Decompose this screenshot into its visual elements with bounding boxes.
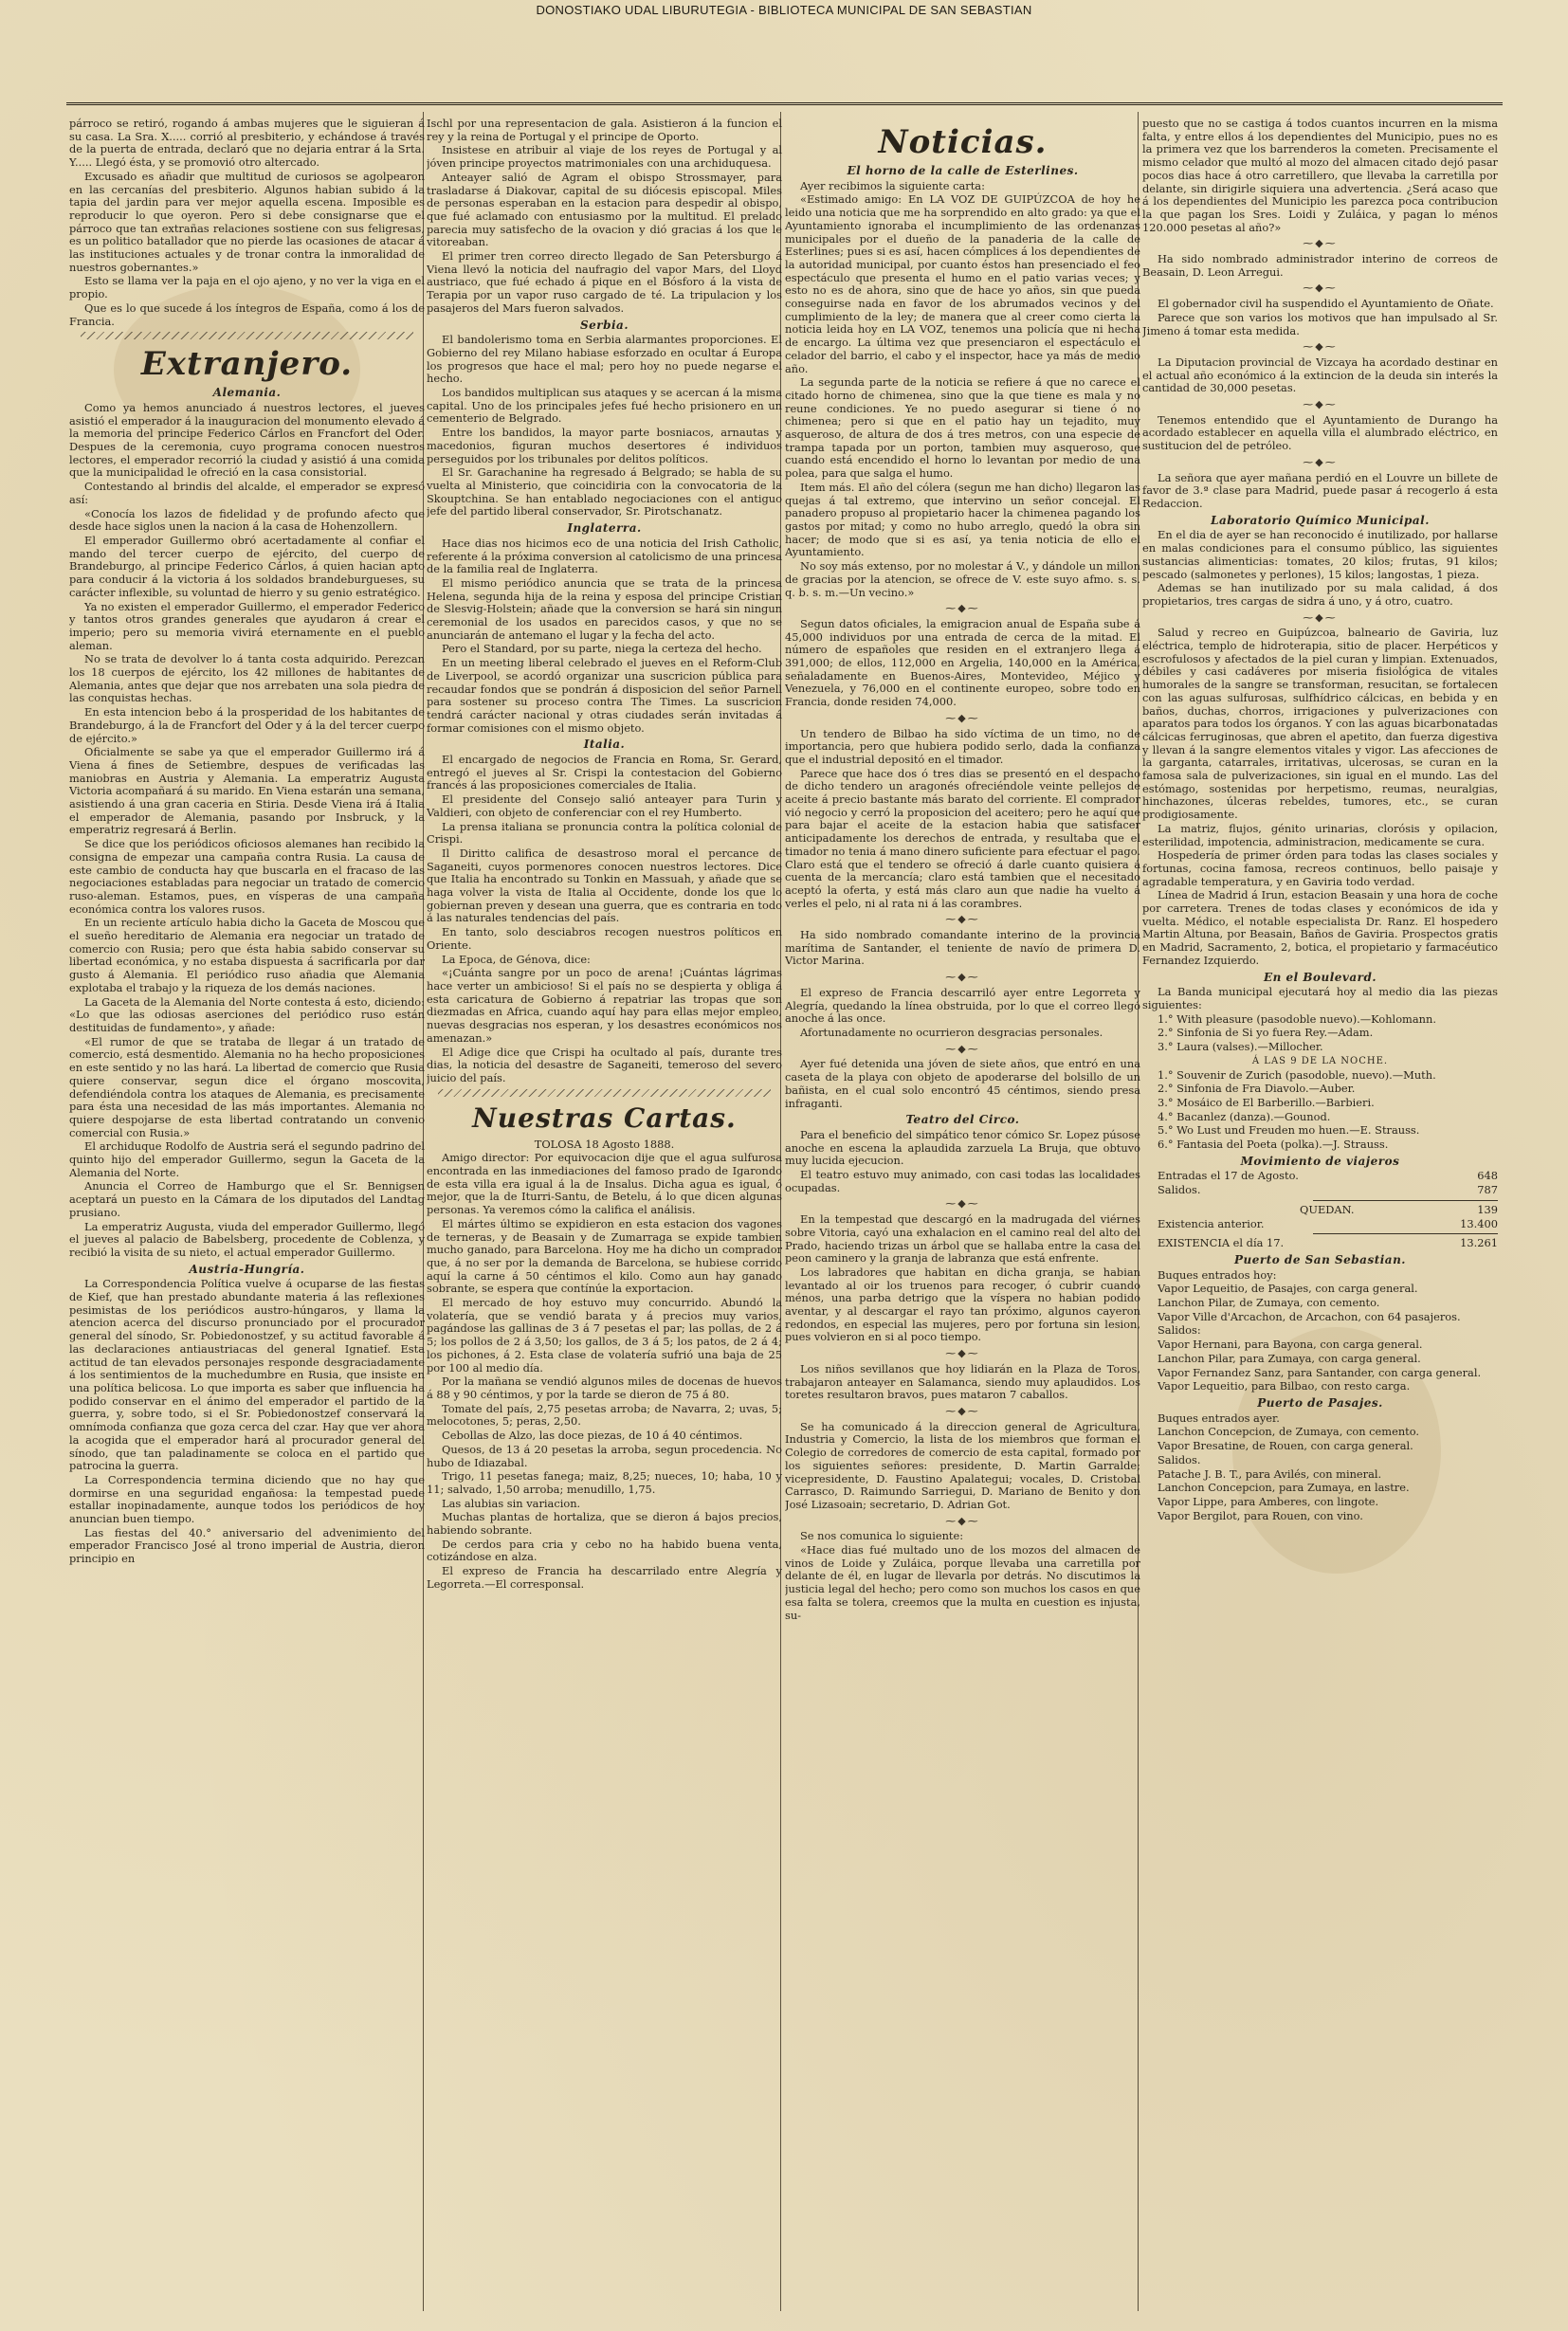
port-item: Salidos: — [1158, 1323, 1201, 1338]
table-row — [1142, 1184, 1498, 1197]
table-row — [1142, 1237, 1498, 1250]
row-value: 648 — [1477, 1169, 1498, 1183]
subhead-puerto-pasajes: Puerto de Pasajes. — [1257, 1395, 1383, 1410]
paragraph: Hospedería de primer órden para todas las clases sociales y fortunas, cocina famosa, recreos continuos, bello paisaje y agradable temperatura, y en Gaviria todo verdad. — [1142, 848, 1498, 888]
paragraph: En un reciente artículo habia dicho la Gaceta de Moscou que el sueño hereditario de Alemania era negociar un tratado de comercio con Rusia; pero que ésta habia sabido conservar su libertad económica, y no estaba dispuesta á sacrificarla por dar gusto á Alemania. El periódico ruso añadia que Alemania explotaba el trabajo y la riqueza de los demás naciones. — [69, 916, 425, 994]
port-item: Vapor Hernani, para Bayona, con carga general. — [1158, 1338, 1423, 1352]
column-2 — [427, 118, 782, 2307]
paragraph: Contestando al brindis del alcalde, el emperador se expresó así: — [69, 480, 425, 506]
program-item: 3.° Laura (valses).—Millocher. — [1158, 1040, 1323, 1054]
row-value: 787 — [1477, 1183, 1498, 1197]
row-label: QUEDAN. — [1300, 1202, 1355, 1216]
paragraph: Para el beneficio del simpático tenor cómico Sr. Lopez púsose anoche en escena la aplaudida zarzuela La Bruja, que obtuvo muy lucida ejecucion. — [785, 1127, 1140, 1168]
sum-rule — [1313, 1200, 1498, 1201]
port-item: Lanchon Concepcion, de Zumaya, con cemento. — [1158, 1425, 1420, 1439]
paragraph: Cebollas de Alzo, las doce piezas, de 10 á 40 céntimos. — [442, 1429, 743, 1443]
paragraph: Pero el Standard, por su parte, niega la certeza del hecho. — [442, 642, 762, 656]
ornament-divider: ⁓◆⁓ — [1303, 282, 1338, 295]
ornament-divider: ⁓◆⁓ — [945, 711, 980, 724]
row-label: Salidos. — [1158, 1183, 1201, 1197]
row-value: 139 — [1477, 1202, 1498, 1216]
paragraph: La Epoca, de Génova, dice: — [442, 952, 591, 966]
paragraph: La segunda parte de la noticia se refiere á que no carece el citado horno de chimenea, sino que la que tiene es mala y no reune condiciones. Ye no puedo asegurar si tiene ó no chimenea; pero si que en el patio hay un tejadito, muy asqueroso, de altura de dos á tres metros, con una especie de trampa tapada por un porton, tambien muy asqueroso, que cuando está encendido el horno lo levantan por medio de una polea, para que salga el humo. — [785, 375, 1140, 481]
wavy-divider — [438, 1089, 771, 1097]
ornament-divider: ⁓◆⁓ — [1303, 610, 1338, 624]
port-item: Vapor Bresatine, de Rouen, con carga general. — [1158, 1439, 1413, 1453]
top-rule — [66, 102, 1503, 105]
paragraph: Item más. El año del cólera (segun me han dicho) llegaron las quejas á tal extremo, que intervino un señor concejal. El panadero propuso al propietario hacer la chimenea pagando los gastos por mitad; y como no hubo arreglo, quedó la obra sin hacer; de modo que si es así, ya tenia noticia de ello el Ayuntamiento. — [785, 480, 1140, 559]
paragraph: Esto se llama ver la paja en el ojo ajeno, y no ver la viga en el propio. — [69, 274, 425, 301]
section-title-extranjero: Extranjero. — [140, 345, 354, 384]
table-row — [1142, 1204, 1498, 1217]
paragraph: En el dia de ayer se han reconocido é inutilizado, por hallarse en malas condiciones para el consumo público, las siguientes sustancias alimenticias: tomates, 20 kilos; frutas, 91 kilos; pescado (salmonetes y perlones), 15 kilos; langostas, 1 pieza. — [1142, 528, 1498, 581]
paragraph: El mártes último se expidieron en esta estacion dos vagones de terneras, y de Beasain y de Zumarraga se expide tambien mucho ganado, para Barcelona. Hoy me ha dicho un comprador que, á no ser por la demanda de Barcelona, se hubiese corrido aquí la carne á 50 céntimos el kilo. Como aun hay ganado sobrante, se espera que contínúe la exportacion. — [427, 1216, 782, 1296]
port-item: Vapor Lequeitio, para Bilbao, con resto carga. — [1158, 1379, 1411, 1393]
austria-body — [69, 1278, 425, 1565]
paragraph: La emperatriz Augusta, viuda del emperador Guillermo, llegó el jueves al palacio de Babelsberg, procedente de Coblenza, y recibió la visita de su nieto, el actual emperador Guillermo. — [69, 1219, 425, 1259]
ornament-divider: ⁓◆⁓ — [945, 1197, 980, 1211]
column-3 — [785, 118, 1140, 2307]
port-item: Buques entrados ayer. — [1158, 1411, 1280, 1425]
ornament-divider: ⁓◆⁓ — [1303, 340, 1338, 354]
ornament-divider: ⁓◆⁓ — [945, 913, 980, 926]
paragraph: Anteayer salió de Agram el obispo Strossmayer, para trasladarse á Diakovar, capital de su diócesis episcopal. Miles de personas esperaban en la estacion para despedir al obispo, que fué aclamado con entusiasmo por la multitud. El prelado parecia muy satisfecho de la ovacion y dió gracias á los que le vitoreaban. — [427, 170, 782, 249]
paragraph: El mismo periódico anuncia que se trata de la princesa Helena, segunda hija de la reina y esposa del principe Cristian de Slesvig-Holstein; añade que la conversion se hará sin ningun ceremonial de los usados en parecidos casos, y que no se anunciarán de antemano el lugar y la fecha del acto. — [427, 575, 782, 642]
program-item: 2.° Sinfonia de Fra Diavolo.—Auber. — [1158, 1082, 1356, 1096]
port-item: Vapor Lippe, para Amberes, con lingote. — [1158, 1494, 1379, 1508]
paragraph: Ischl por una representacion de gala. Asistieron á la funcion el rey y la reina de Portugal y el principe de Oporto. — [427, 118, 782, 143]
subhead-viajeros: Movimiento de viajeros — [1240, 1154, 1400, 1168]
paragraph: Ayer fué detenida una jóven de siete años, que entró en una caseta de la playa con objeto de apoderarse del bolsillo de un bañista, en el cual solo encontró 45 céntimos, siendo presa infraganti. — [785, 1057, 1140, 1110]
viajeros-table — [1142, 1170, 1498, 1250]
paragraph: «Estimado amigo: En LA VOZ DE GUIPÚZCOA de hoy he leido una noticia que me ha sorprendido en alto grado: ya que el Ayuntamiento ignoraba el incumplimiento de las ordenanzas municipales por el dueño de la panaderia de la calle de Esterlines; pues si es así, hacen cómplices á los dependientes de la autoridad municipal, por cuanto éstos han presenciado el feo espectáculo que presenta el humo en el patio varias veces; y esto no es de ahora, sino que de hace yo años, sin que pueda conseguirse nada en favor de los abrumados vecinos y del cumplimiento de la ley; de manera que al creer como cierta la noticia leida hoy en LA VOZ, tenemos una policía que ni hecha de encargo. La última vez que presenciaron el espectáculo el celador del barrio, el cabo y el inspector, hace ya más de medio año. — [785, 192, 1140, 375]
paragraph: La Diputacion provincial de Vizcaya ha acordado destinar en el actual año económico á la extincion de la deuda sin interés la cantidad de 30,000 pesetas. — [1142, 355, 1498, 395]
paragraph: Un tendero de Bilbao ha sido víctima de un timo, no de importancia, pero que hubiera podido serlo, dada la confianza que el industrial depositó en el timador. — [785, 726, 1140, 766]
paragraph: Anuncia el Correo de Hamburgo que el Sr. Bennigsen aceptará un puesto en la Cámara de los diputados del Landtag prusiano. — [69, 1179, 425, 1219]
port-item: Patache J. B. T., para Avilés, con mineral. — [1158, 1466, 1382, 1481]
wavy-divider — [81, 332, 413, 339]
paragraph: Trigo, 11 pesetas fanega; maiz, 8,25; nueces, 10; haba, 10 y 11; salvado, 1,50 arroba; menudillo, 1,75. — [427, 1469, 782, 1496]
paragraph: En esta intencion bebo á la prosperidad de los habitantes de Brandeburgo, á la de Francfort del Oder y á la del tercer cuerpo de ejército.» — [69, 705, 425, 745]
paragraph: Segun datos oficiales, la emigracion anual de España sube á 45,000 individuos por una entrada de cerca de la mitad. El número de españoles que residen en el extranjero llega á 391,000; de ellos, 112,000 en Argelia, 140,000 en la América, señaladamente en Buenos-Aires, Montevideo, Méjico y Venezuela, y 76,000 en el continente europeo, sobre todo en Francia, donde residen 74,000. — [785, 616, 1140, 709]
table-row — [1142, 1218, 1498, 1231]
subhead-inglaterra: Inglaterra. — [567, 521, 642, 536]
paragraph: Oficialmente se sabe ya que el emperador Guillermo irá á Viena á fines de Setiembre, despues de verificadas las maniobras en Austria y Alemania. La emperatriz Augusta Victoria acompañará á su marido. En Viena estarán una semana, asistiendo á una gran caceria en Stiria. Desde Viena irá á Italia el emperador de Alemania, pasando por Insbruck, y la emperatriz regresará á Berlin. — [69, 745, 425, 837]
paragraph: Salud y recreo en Guipúzcoa, balneario de Gaviria, luz eléctrica, templo de hidroterapia, sitio de placer. Herpéticos y escrofulosos y afectados de la piel curan y limpian. Extenuados, débiles y casi cadáveres por miseria fisiológica de vitales humorales de la sangre se transforman, resucitan, se fortalecen con las aguas sulfurosas, sulfhídrico cálcicas, en bebida y en baños, duchas, chorros, irrigaciones y pulverizaciones con aparatos para todos los órganos. Y con las aguas bicarbonatadas cálcicas ferruginosas, que abren el apetito, dan fuerza digestiva y llevan á la sangre elementos vitales y vigor. Las afecciones de la garganta, catarrales, irritativas, ulcerosas, se curan en la famosa sala de pulverizaciones, sin igual en el mundo. Las del estómago, sostenidas por herpetismo, reumas, neuralgias, hinchazones, úlceras rebeldes, tumores, etc., se curan prodigiosamente. — [1142, 626, 1498, 822]
row-label: EXISTENCIA el día 17. — [1158, 1236, 1285, 1250]
paragraph: Ha sido nombrado comandante interino de la provincia marítima de Santander, el teniente de navío de primera D. Victor Marina. — [785, 928, 1140, 968]
paragraph: Línea de Madrid á Irun, estacion Beasain y una hora de coche por carretera. Trenes de todas clases y económicos de ida y vuelta. Médico, el notable especialista Dr. Ranz. El hospedero Martin Altuna, por Beasain, Baños de Gaviria. Prospectos gratis en Madrid, Sacramento, 2, botica, el propietario y farmacéutico Fernandez Izquierdo. — [1142, 888, 1498, 967]
paragraph: Se dice que los periódicos oficiosos alemanes han recibido la consigna de empezar una campaña contra Rusia. La causa de este cambio de conducta hay que buscarla en el fracaso de las negociaciones establadas para negociar un tratado de comercio ruso-aleman. Estamos, pues, en vísperas de una campaña económica contra los valores rusos. — [69, 837, 425, 916]
paragraph: Ayer recibimos la siguiente carta: — [800, 178, 985, 192]
paragraph: En tanto, solo desciabros recogen nuestros políticos en Oriente. — [427, 925, 782, 952]
paragraph: En la tempestad que descargó en la madrugada del viérnes sobre Vitoria, cayó una exhalacion en el camino real del alto del Prado, haciendo trizas un árbol que se hallaba entre la casa del peon caminero y la granja de labranza que está enfrente. — [785, 1212, 1140, 1266]
paragraph: El emperador Guillermo obró acertadamente al confiar el mando del tercer cuerpo de ejército, del cuerpo de Brandeburgo, al principe Federico Cárlos, á quien hacian apto para conducir á la victoria á los soldados brandeburgueses, su carácter inflexible, su voluntad de hierro y su genio estratégico. — [69, 533, 425, 599]
row-value: 13.261 — [1460, 1236, 1498, 1250]
paragraph: El gobernador civil ha suspendido el Ayuntamiento de Oñate. — [1158, 297, 1494, 311]
paragraph: La Correspondencia termina diciendo que no hay que dormirse en una seguridad engañosa: la tempestad puede estallar inopinadamente, aunque todos los periódicos de hoy anuncian buen tiempo. — [69, 1472, 425, 1526]
paragraph: Excusado es añadir que multitud de curiosos se agolpearon en las cercanías del presbiterio. Algunos habian subido á la tapia del jardin para ver mejor aquella escena. Imposible es reproducir lo que oyeron. Pero si debe consignarse que el párroco que tan extrañas relaciones sostiene con sus feligresas, es un politico batallador que no pierde las ocasiones de atacar á las instituciones actuales y de tronar contra la inmoralidad de nuestros gobernantes.» — [69, 169, 425, 274]
paragraph: Ya no existen el emperador Guillermo, el emperador Federico y tantos otros grandes generales que ayudaron á crear el imperio; pero su memoria vivirá eternamente en el pueblo aleman. — [69, 599, 425, 652]
port-item: Lanchon Pilar, de Zumaya, con cemento. — [1158, 1296, 1380, 1310]
paragraph: «Hace dias fué multado uno de los mozos del almacen de vinos de Loide y Zuláica, porque llevaba una carretilla por delante de él, en lugar de llevarla por detrás. No discutimos la justicia legal del hecho; pero como son muchos los casos en que esa falta se tolera, creemos que la multa en cuestion es injusta, su- — [785, 1543, 1140, 1622]
paragraph: Entre los bandidos, la mayor parte bosniacos, arnautas y macedonios, figuran muchos desertores é individuos perseguidos por los tribunales por delitos políticos. — [427, 426, 782, 465]
ornament-divider: ⁓◆⁓ — [945, 602, 980, 615]
paragraph: puesto que no se castiga á todos cuantos incurren en la misma falta, y entre ellos á los dependientes del Municipio, pues no es la primera vez que los barrenderos la cometen. Precisamente el mismo celador que multó al mozo del almacen citado dejó pasar pocos dias hace á otro carretillero, que llevaba la carretilla por delante, sin dirigirle siquiera una advertencia. ¿Será acaso que á los dependientes del Municipio les parezca poca contribucion la que pagan los Sres. Loidi y Zuláica, y pagan lo ménos 120.000 pesetas al año?» — [1142, 118, 1498, 234]
paragraph: «Conocía los lazos de fidelidad y de profundo afecto que desde hace siglos unen la nacion á la casa de Hohenzollern. — [69, 506, 425, 534]
ornament-divider: ⁓◆⁓ — [1303, 237, 1338, 250]
program-item: 6.° Fantasia del Poeta (polka).—J. Strauss. — [1158, 1138, 1389, 1152]
paragraph: El expreso de Francia ha descarrilado entre Alegría y Legorreta.—El corresponsal. — [427, 1564, 782, 1591]
paragraph: El mercado de hoy estuvo muy concurrido. Abundó la volatería, que se vendió barata y á precios muy varios, pagándose las gallinas de 3 á 7 pesetas el par; las pollas, de 2 á 5; los pollos de 2 á 3,50; los gallos, de 3 á 5; los patos, de 2 á 4; los pichones, á 2. Esta clase de volatería sufrió una baja de 25 por 100 al medio día. — [427, 1296, 782, 1375]
night-program-heading: Á LAS 9 DE LA NOCHE. — [1251, 1055, 1389, 1066]
paragraph: Se ha comunicado á la direccion general de Agricultura, Industria y Comercio, la lista de los miembros que forman el Colegio de corredores de comercio de esta capital, formado por los siguientes señores: presidente, D. Martin Garralde; vicepresidente, D. Faustino Apalategui; vocales, D. Cristobal Carrasco, D. Raimundo Sarriegui, D. Mariano de Benito y don José Lizasoain; secretario, D. Adrian Got. — [785, 1419, 1140, 1511]
paragraph: La Correspondencia Política vuelve á ocuparse de las fiestas de Kief, que han prestado abundante materia á las reflexiones pesimistas de los periódicos austro-húngaros, y llama la atencion acerca del discurso pronunciado por el procurador general del sínodo, Sr. Pobiedonostzef, y su actitud favorable á las declaraciones antiaustriacas del general Ignatief. Esta actitud de tan elevados personajes responde desgraciadamente á los sentimientos de la muchedumbre en Rusia, que insiste en una política belicosa. Lo que importa es saber que influencia ha podido conservar en el ánimo del emperador el partido de la guerra, y, sobre todo, si el Sr. Pobiedonostzef conservará la omnímoda confianza que goza cerca del czar. Hay que ver ahora la acogida que el emperador hará al procurador general del sínodo, que tan paladinamente se coloca en el partido que patrocina la guerra. — [69, 1277, 425, 1473]
paragraph: Que es lo que sucede á los íntegros de España, como á los de Francia. — [69, 300, 425, 328]
paragraph: Il Diritto califica de desastroso moral el percance de Saganeiti, cuyos pormenores conocen nuestros lectores. Dice que Italia ha encontrado su Tonkin en Massuah, y añade que se haga volver la vista de Italia al Occidente, donde los que lo gobiernan preven y desean una guerra, que es contraria en todo á las naturales tendencias del país. — [427, 846, 782, 925]
ornament-divider: ⁓◆⁓ — [945, 1514, 980, 1527]
subhead-puerto-san-sebastian: Puerto de San Sebastian. — [1234, 1252, 1406, 1266]
paragraph: La prensa italiana se pronuncia contra la política colonial de Crispi. — [427, 819, 782, 847]
subhead-italia: Italia. — [583, 738, 626, 752]
paragraph: Insistese en atribuir al viaje de los reyes de Portugal y al jóven principe proyectos matrimoniales con una archiduquesa. — [427, 143, 782, 171]
port-item: Lanchon Pilar, para Zumaya, con carga general. — [1158, 1351, 1421, 1365]
paragraph: Por la mañana se vendió algunos miles de docenas de huevos á 88 y 90 céntimos, y por la tarde se dieron de 75 á 80. — [427, 1375, 782, 1401]
col1-intro — [69, 118, 425, 328]
ornament-divider: ⁓◆⁓ — [1303, 455, 1338, 468]
paragraph: Los niños sevillanos que hoy lidiarán en la Plaza de Toros, trabajaron anteayer en Salamanca, siendo muy aplaudidos. Los toretes resultaron bravos, pues mataron 7 caballos. — [785, 1361, 1140, 1402]
paragraph: Las alubias sin variacion. — [442, 1496, 581, 1510]
program-item: 4.° Bacanlez (danza).—Gounod. — [1158, 1109, 1331, 1123]
paragraph: La señora que ayer mañana perdió en el Louvre un billete de favor de 3.ª clase para Madrid, puede pasar á recogerlo á esta Redaccion. — [1142, 470, 1498, 510]
sum-rule — [1313, 1233, 1498, 1234]
ornament-divider: ⁓◆⁓ — [945, 971, 980, 984]
program-item: 2.° Sinfonia de Si yo fuera Rey.—Adam. — [1158, 1026, 1374, 1040]
port-item: Vapor Ville d'Arcachon, de Arcachon, con 64 pasajeros. — [1158, 1309, 1461, 1323]
table-row — [1142, 1170, 1498, 1183]
paragraph: Las fiestas del 40.° aniversario del advenimiento del emperador Francisco José al trono imperial de Austria, dieron principio en — [69, 1525, 425, 1566]
paragraph: No soy más extenso, por no molestar á V., y dándole un millon de gracias por la atencion, se ofrece de V. este suyo afmo. s. s. q. b. s. m.—Un vecino.» — [785, 559, 1140, 599]
paragraph: El primer tren correo directo llegado de San Petersburgo á Viena llevó la noticia del naufragio del vapor Mars, del Lloyd austriaco, que fué echado á pique en el Bósforo á la vista de Terapia por un vapor ruso cargado de té. La tripulacion y los pasajeros del Mars fueron salvados. — [427, 249, 782, 315]
paragraph: La Banda municipal ejecutará hoy al medio dia las piezas siguientes: — [1142, 985, 1498, 1011]
program-item: 1.° With pleasure (pasodoble nuevo).—Kohlomann. — [1158, 1011, 1436, 1026]
paragraph: En un meeting liberal celebrado el jueves en el Reform-Club de Liverpool, se acordó organizar una suscricion pública para recaudar fondos que se pondrán á disposicion del señor Parnell para sostener su proceso contra The Times. La suscricion tendrá carácter nacional y otras ciudades serán invitadas á formar comisiones con el mismo objeto. — [427, 656, 782, 735]
ornament-divider: ⁓◆⁓ — [945, 1042, 980, 1055]
ornament-divider: ⁓◆⁓ — [945, 1404, 980, 1417]
paragraph: Como ya hemos anunciado á nuestros lectores, el jueves asistió el emperador á la inauguracion del monumento elevado á la memoria del principe Federico Cárlos en Francfort del Oder. Despues de la ceremonia, cuyo programa conocen nuestros lectores, el emperador recorrió la ciudad y asistió á una comida que la municipalidad le ofreció en la casa consistorial. — [69, 400, 425, 480]
paragraph: Se nos comunica lo siguiente: — [800, 1529, 964, 1543]
program-item: 5.° Wo Lust und Freuden mo huen.—E. Strauss. — [1158, 1123, 1420, 1138]
paragraph: Quesos, de 13 á 20 pesetas la arroba, segun procedencia. No hubo de Idiazabal. — [427, 1442, 782, 1469]
ornament-divider: ⁓◆⁓ — [945, 1347, 980, 1360]
paragraph: Hace dias nos hicimos eco de una noticia del Irish Catholic, referente á la próxima conversion al catolicismo de una princesa de la familia real de Inglaterra. — [427, 536, 782, 576]
paragraph: El expreso de Francia descarriló ayer entre Legorreta y Alegría, quedando la línea obstruida, por lo que el correo llegó anoche á las once. — [785, 985, 1140, 1026]
paragraph: El Sr. Garachanine ha regresado á Belgrado; se habla de su vuelta al Ministerio, que coincidiria con la convocatoria de la Skouptchina. Se han entablado negociaciones con el antiguo jefe del partido liberal conservador, Sr. Pirotschanatz. — [427, 465, 782, 519]
paragraph: El encargado de negocios de Francia en Roma, Sr. Gerard, entregó el jueves al Sr. Crispi la contestacion del Gobierno francés á las proposiciones comerciales de Italia. — [427, 753, 782, 792]
port-item: Lanchon Concepcion, para Zumaya, en lastre. — [1158, 1481, 1410, 1495]
subhead-alemania: Alemania. — [212, 386, 282, 400]
row-value: 13.400 — [1460, 1216, 1498, 1230]
paragraph: La Gaceta de la Alemania del Norte contesta á esto, diciendo: «Lo que las odiosas aserciones del periódico ruso están destituidas de fundamento», y añade: — [69, 994, 425, 1034]
row-label: Entradas el 17 de Agosto. — [1158, 1169, 1299, 1183]
subhead-laboratorio: Laboratorio Químico Municipal. — [1211, 513, 1430, 527]
subhead-serbia: Serbia. — [579, 318, 629, 332]
dateline: TOLOSA 18 Agosto 1888. — [534, 1137, 675, 1151]
subhead-boulevard: En el Boulevard. — [1263, 970, 1377, 984]
paragraph: «¡Cuánta sangre por un poco de arena! ¡Cuántas lágrimas hace verter un ambicioso! Si el país no se despierta y obliga á esta caricatura de Gobierno á repatriar las tropas que son diezmadas en Africa, cuando aquí hay para ellas mejor empleo, nuevas desgracias nos esperan, y los desastres económicos nos amenazan.» — [427, 966, 782, 1045]
section-title-noticias: Noticias. — [878, 123, 1048, 161]
paragraph: Amigo director: Por equivocacion dije que el agua sulfurosa encontrada en las inmediaciones del famoso prado de Igarondo de esta villa era igual á la de Insalus. Dicha agua es igual, ó mejor, que la de Iturri-Santu, de Betelu, á lo que dicen algunas personas. Ya veremos cómo la califica el análisis. — [427, 1151, 782, 1217]
paragraph: Tenemos entendido que el Ayuntamiento de Durango ha acordado establecer en aquella villa el alumbrado eléctrico, en sustitucion del de petróleo. — [1142, 412, 1498, 453]
column-1 — [69, 118, 425, 2307]
paragraph: El bandolerismo toma en Serbia alarmantes proporciones. El Gobierno del rey Milano habiase esforzado en ocultar á Europa los progresos que hace el mal; pero hoy no puede negarse el hecho. — [427, 333, 782, 386]
subhead-horno: El horno de la calle de Esterlines. — [847, 164, 1079, 177]
port-item: Vapor Fernandez Sanz, para Santander, con carga general. — [1158, 1365, 1482, 1379]
paragraph: Parece que son varios los motivos que han impulsado al Sr. Jimeno á tomar esta medida. — [1142, 310, 1498, 337]
paragraph: párroco se retiró, rogando á ambas mujeres que le siguieran á su casa. La Sra. X..... corrió al presbiterio, y echándose á través de la puerta de entrada, declaró que no dejaria entrar á la Srta. Y..... Llegó ésta, y se promovió otro altercado. — [69, 118, 425, 170]
alemania-body — [69, 402, 425, 1260]
paragraph: Tomate del país, 2,75 pesetas arroba; de Navarra, 2; uvas, 5; melocotones, 5; peras, 2,50. — [427, 1401, 782, 1429]
paragraph: Muchas plantas de hortaliza, que se dieron á bajos precios, habiendo sobrante. — [427, 1510, 782, 1538]
port-item: Buques entrados hoy: — [1158, 1267, 1277, 1282]
ornament-divider: ⁓◆⁓ — [1303, 398, 1338, 411]
paragraph: Los labradores que habitan en dicha granja, se habian levantado al oir los truenos para recoger, ó cubrir cuando ménos, una parba detrigo que la víspera no habian podido aventar, y al descargar el rayo tan próximo, algunos cayeron redondos, en especial las mujeres, pero por fortuna sin lesion, pues volvieron en si al poco tiempo. — [785, 1265, 1140, 1344]
section-title-cartas: Nuestras Cartas. — [472, 1102, 737, 1134]
library-banner: DONOSTIAKO UDAL LIBURUTEGIA - BIBLIOTECA MUNICIPAL DE SAN SEBASTIAN — [536, 3, 1032, 17]
paragraph: Ha sido nombrado administrador interino de correos de Beasain, D. Leon Arregui. — [1142, 252, 1498, 279]
paragraph: El presidente del Consejo salió anteayer para Turin y Valdieri, con objeto de conferenciar con el rey Humberto. — [427, 792, 782, 819]
port-item: Vapor Lequeitio, de Pasajes, con carga general. — [1158, 1282, 1418, 1296]
subhead-austria: Austria-Hungría. — [189, 1262, 305, 1276]
paragraph: «El rumor de que se trataba de llegar á un tratado de comercio, está desmentido. Alemania no ha hecho proposiciones en este sentido y no las hará. La libertad de comercio que Rusia quiere conservar, segun dice el órgano moscovita, defendiéndola contra los ataques de Alemania, es precisamente para ésta una necesidad de las más importantes. Alemania no quiere despojarse de esta libertad contratando un convenio comercial con Rusia.» — [69, 1034, 425, 1139]
paragraph: Ademas se han inutilizado por su mala calidad, á dos propietarios, tres cargas de sidra á uno, y á otro, cuatro. — [1142, 581, 1498, 608]
port-item: Vapor Bergilot, para Rouen, con vino. — [1158, 1508, 1363, 1522]
paragraph: La matriz, flujos, génito urinarias, clorósis y opilacion, esterilidad, impotencia, administracion, medicamente se cura. — [1142, 821, 1498, 848]
port-item: Salidos. — [1158, 1452, 1201, 1466]
paragraph: De cerdos para cria y cebo no ha habido buena venta, cotizándose en alza. — [427, 1537, 782, 1564]
paragraph: El Adige dice que Crispi ha ocultado al país, durante tres dias, la noticia del desastre de Saganeiti, temeroso del severo juicio del país. — [427, 1045, 782, 1084]
paragraph: El teatro estuvo muy animado, con casi todas las localidades ocupadas. — [785, 1168, 1140, 1194]
row-label: Existencia anterior. — [1158, 1216, 1265, 1230]
paragraph: Los bandidos multiplican sus ataques y se acercan á la misma capital. Uno de los principales jefes fué hecho prisionero en un cementerio de Belgrado. — [427, 386, 782, 426]
paragraph: El archiduque Rodolfo de Austria será el segundo padrino del quinto hijo del emperador Guillermo, segun la Gaceta de la Alemania del Norte. — [69, 1139, 425, 1179]
paragraph: Parece que hace dos ó tres dias se presentó en el despacho de dicho tendero un aragonés ofreciéndole veinte pellejos de aceite á precio bastante más barato del corriente. El comprador vió negocio y cerró la proposicion del aceitero; pero he aquí que para bajar el aceite de la estacion habia que satisfacer anticipadamente los derechos de entrada, y resultaba que el timador no tenia á mano dinero suficiente para efectuar el pago. Claro está que el tendero se ofreció á darle cuanto quisiera á cuenta de la mercancía; claro está tambien que el necesitado aceptó la oferta, y está más claro aun que nadie ha vuelto á verles el pelo, ni al rata ni á las corambres. — [785, 766, 1140, 910]
subhead-teatro: Teatro del Circo. — [905, 1113, 1020, 1127]
paragraph: No se trata de devolver lo á tanta costa adquirido. Perezcan los 18 cuerpos de ejército, los 42 millones de habitantes de Alemania, antes que dejar que nos arrebaten una sola piedra de las conquistas hechas. — [69, 652, 425, 705]
paragraph: Afortunadamente no ocurrieron desgracias personales. — [800, 1026, 1103, 1039]
program-item: 3.° Mosáico de El Barberillo.—Barbieri. — [1158, 1095, 1375, 1109]
program-item: 1.° Souvenir de Zurich (pasodoble, nuevo).—Muth. — [1158, 1067, 1436, 1082]
column-4 — [1142, 118, 1498, 2307]
